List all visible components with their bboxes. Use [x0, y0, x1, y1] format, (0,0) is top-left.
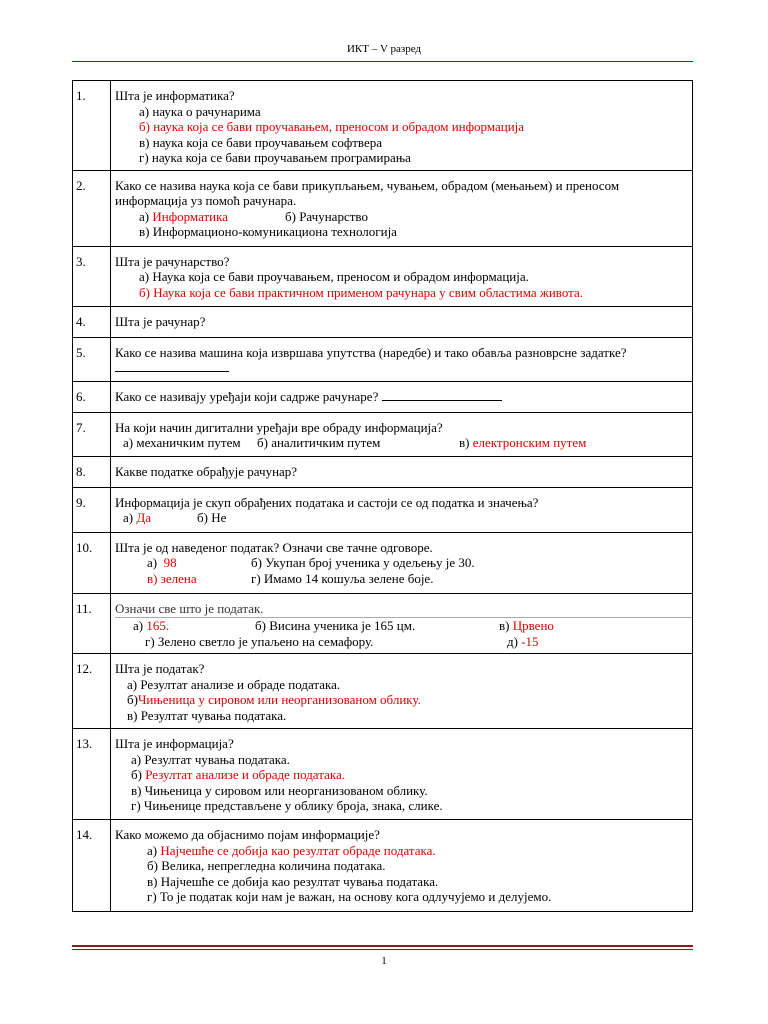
answer-option: б) Не — [197, 510, 227, 525]
question-number: 4. — [73, 306, 111, 337]
answer-option: б) аналитичким путем — [257, 435, 381, 450]
answer-option: в) Чињеница у сировом или неорганизованом облику. — [131, 782, 428, 798]
answer-prefix: в) — [499, 618, 510, 633]
answer-option-correct: б) наука која се бави проучавањем, преносом и обрадом информација — [139, 119, 525, 134]
question-text: Како се назива машина која извршава упутства (наредбе) и тако обавља разноврсне задатке? — [115, 344, 627, 360]
answer-option-correct: Најчешће се добија као резултат обраде података. — [160, 842, 436, 858]
question-row — [73, 456, 693, 487]
question-row — [73, 306, 693, 337]
answer-option: б) Висина ученика је 165 цм. — [255, 618, 416, 633]
question-row — [73, 381, 693, 412]
answer-option-correct: -15 — [521, 633, 539, 649]
question-row — [73, 487, 693, 532]
answer-prefix: в) — [459, 435, 470, 450]
question-number: 9. — [73, 487, 111, 532]
question-text: Шта је информатика? — [115, 88, 235, 103]
question-number: 2. — [73, 170, 111, 246]
answer-option-correct: Резултат анализе и обраде података. — [145, 767, 345, 782]
question-text: Шта је од наведеног податак? Означи све тачне одговоре. — [115, 539, 433, 555]
answer-option: б) Велика, непрегледна количина података. — [147, 858, 386, 873]
answer-option: а) Резултат чувања података. — [131, 751, 290, 767]
answer-option-correct: Црвено — [512, 618, 554, 633]
question-number: 5. — [73, 337, 111, 381]
question-row — [73, 729, 693, 820]
answer-option: а) наука о рачунарима — [139, 103, 261, 119]
answer-option-correct: б) Наука која се бави практичном применом рачунара у свим областима живота. — [139, 284, 584, 300]
answer-option: а) Наука која се бави проучавањем, преносом и обрадом информација. — [139, 269, 529, 284]
question-number: 1. — [73, 81, 111, 171]
question-text: Шта је податак? — [115, 661, 205, 676]
header-rule — [72, 61, 693, 62]
answer-prefix: б) — [127, 692, 138, 707]
answer-prefix: а) — [147, 555, 158, 570]
question-text: На који начин дигитални уређаји вре обраду информација? — [115, 419, 443, 435]
answer-option: в) наука која се бави проучавањем софтвера — [139, 134, 383, 150]
question-number: 7. — [73, 412, 111, 456]
question-number: 14. — [73, 820, 111, 912]
answer-option: г) Чињенице представљене у облику броја, знака, слике. — [131, 798, 443, 813]
answer-option-correct: Чињеница у сировом или неорганизованом облику. — [137, 692, 421, 707]
answer-option: в) Најчешће се добија као резултат чувања података. — [147, 873, 439, 889]
answer-option: в) Информационо-комуникациона технологија — [139, 224, 397, 239]
answer-option: б) Укупан број ученика у одељењу је 30. — [251, 555, 475, 570]
page-number: 1 — [381, 955, 387, 967]
answer-option-correct: електронским путем — [472, 435, 587, 450]
question-row — [73, 337, 693, 381]
answer-prefix: а) — [123, 510, 134, 525]
footer-rule — [72, 945, 693, 947]
answer-blank — [115, 360, 229, 372]
answer-prefix: а) — [133, 618, 144, 633]
answer-option-correct: 98 — [163, 555, 177, 570]
page-header: ИКТ – V разред — [346, 43, 422, 55]
answer-prefix: а) — [147, 842, 158, 858]
question-row — [73, 81, 693, 171]
question-text: Како можемо да објаснимо појам информације? — [115, 827, 380, 842]
question-row — [73, 532, 693, 593]
answer-option: г) Имамо 14 кошуља зелене боје. — [251, 570, 434, 586]
question-number: 12. — [73, 654, 111, 729]
answer-prefix: а) — [139, 208, 150, 224]
question-text: Шта је рачунар? — [115, 313, 206, 329]
answer-blank — [382, 389, 502, 401]
answer-option: г) наука која се бави проучавањем програмирања — [139, 150, 411, 165]
answer-option: а) механичким путем — [123, 435, 241, 450]
answer-option: г) То је податак који нам је важан, на основу кога одлучујемо и делујемо. — [147, 889, 552, 904]
answer-option: б) Рачунарство — [285, 208, 368, 224]
question-row — [73, 820, 693, 912]
question-number: 8. — [73, 456, 111, 487]
question-text: Означи све што је податак. — [115, 600, 264, 616]
question-text: Информација је скуп обрађених података и састоји се од податка и значења? — [115, 494, 539, 510]
question-text: Шта је информација? — [115, 736, 234, 751]
question-number: 6. — [73, 381, 111, 412]
question-text: Како се назива наука која се бави прикупљањем, чувањем, обрадом (мењањем) и преносом информација уз помоћ рачунара. — [115, 177, 620, 208]
answer-option-correct: Да — [136, 510, 151, 525]
answer-option-correct: Информатика — [152, 208, 229, 224]
footer-rule-thin — [72, 949, 693, 950]
answer-option: г) Зелено светло је упаљено на семафору. — [145, 633, 374, 649]
question-number: 11. — [73, 593, 111, 654]
answer-option-correct: в) зелена — [147, 570, 197, 586]
question-number: 10. — [73, 532, 111, 593]
question-row — [73, 654, 693, 729]
answer-prefix: б) — [131, 767, 142, 782]
answer-option: а) Резултат анализе и обраде података. — [127, 676, 341, 692]
question-text: Како се називају уређаји који садрже рачунаре? — [115, 388, 379, 404]
question-text: Какве податке обрађује рачунар? — [115, 463, 298, 479]
answer-prefix: д) — [507, 633, 518, 649]
question-row — [73, 246, 693, 306]
answer-option: в) Резултат чувања података. — [127, 707, 287, 723]
question-row — [73, 170, 693, 246]
question-row — [73, 412, 693, 456]
answer-option-correct: 165. — [146, 618, 170, 633]
quiz-table — [72, 80, 693, 912]
question-text: Шта је рачунарство? — [115, 253, 230, 269]
question-number: 3. — [73, 246, 111, 306]
question-number: 13. — [73, 729, 111, 820]
question-row — [73, 593, 693, 654]
